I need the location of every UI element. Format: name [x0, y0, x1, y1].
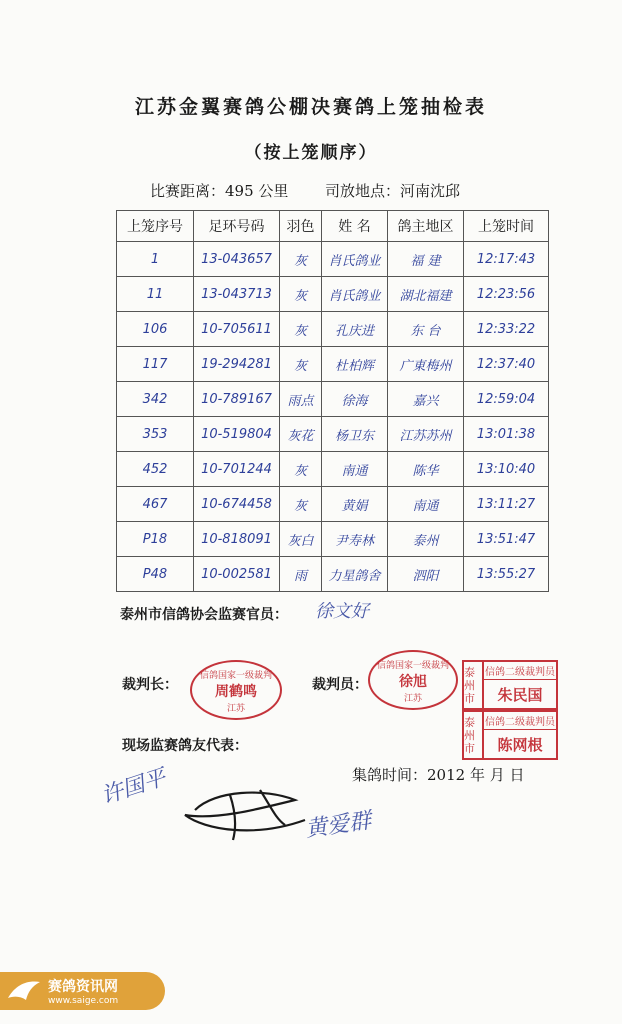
- cell-entry-no: 1: [117, 242, 194, 277]
- cell-color: 灰: [280, 487, 322, 522]
- cell-ring-no: 10-789167: [194, 382, 280, 417]
- cell-time: 13:55:27: [464, 557, 549, 592]
- judge-seal: 信鸽国家一级裁判 徐旭 江苏: [368, 650, 458, 710]
- table-row: [117, 382, 549, 417]
- watermark-logo: [0, 972, 165, 1010]
- judge-seal-rect-1: 泰州市 信鸽二级裁判员 朱民国: [462, 660, 558, 710]
- cell-region: 湖北福建: [388, 277, 464, 312]
- cell-ring-no: 13-043713: [194, 277, 280, 312]
- cell-name: 力星鸽舍: [322, 557, 388, 592]
- cell-entry-no: 467: [117, 487, 194, 522]
- representative-signature-2: 黄爱群: [303, 808, 373, 843]
- cell-color: 灰: [280, 452, 322, 487]
- judge-label: 裁判员：: [312, 677, 368, 693]
- cell-region: 广東梅州: [388, 347, 464, 382]
- column-header: 羽色: [280, 211, 322, 242]
- table-row: [117, 277, 549, 312]
- cell-color: 灰花: [280, 417, 322, 452]
- column-header: 足环号码: [194, 211, 280, 242]
- cell-ring-no: 10-674458: [194, 487, 280, 522]
- cell-region: 泰州: [388, 522, 464, 557]
- cell-name: 南通: [322, 452, 388, 487]
- release-location: 司放地点：河南沈邱: [325, 182, 461, 200]
- cell-time: 13:10:40: [464, 452, 549, 487]
- column-header: 鸽主地区: [388, 211, 464, 242]
- cell-name: 尹寿林: [322, 522, 388, 557]
- cell-name: 杨卫东: [322, 417, 388, 452]
- document-title: 江苏金翼赛鸽公棚决赛鸽上笼抽检表: [134, 96, 487, 118]
- cell-color: 灰白: [280, 522, 322, 557]
- representative-scribble-signature: [175, 770, 325, 845]
- table-row: [117, 312, 549, 347]
- cell-entry-no: 11: [117, 277, 194, 312]
- cell-color: 灰: [280, 242, 322, 277]
- cell-time: 12:37:40: [464, 347, 549, 382]
- table-header: [117, 211, 549, 242]
- cell-color: 灰: [280, 312, 322, 347]
- cell-color: 灰: [280, 277, 322, 312]
- cell-time: 12:59:04: [464, 382, 549, 417]
- cell-color: 雨点: [280, 382, 322, 417]
- table-row: [117, 347, 549, 382]
- chief-judge-label: 裁判长：: [122, 677, 178, 693]
- cell-ring-no: 19-294281: [194, 347, 280, 382]
- cell-time: 12:23:56: [464, 277, 549, 312]
- cell-color: 雨: [280, 557, 322, 592]
- cell-color: 灰: [280, 347, 322, 382]
- cell-entry-no: P18: [117, 522, 194, 557]
- cell-entry-no: 452: [117, 452, 194, 487]
- cell-time: 13:51:47: [464, 522, 549, 557]
- cell-ring-no: 10-002581: [194, 557, 280, 592]
- column-header: 上笼序号: [117, 211, 194, 242]
- representative-signature-1: 许国平: [98, 765, 169, 810]
- gather-time: 集鸽时间：2012 年 月 日: [352, 766, 525, 784]
- cell-name: 徐海: [322, 382, 388, 417]
- table-body: [117, 242, 549, 592]
- table-row: [117, 242, 549, 277]
- cell-time: 13:11:27: [464, 487, 549, 522]
- watermark-url: www.saige.com: [48, 996, 119, 1006]
- official-signature: 徐文好: [315, 601, 369, 622]
- cell-ring-no: 13-043657: [194, 242, 280, 277]
- cell-region: 泗阳: [388, 557, 464, 592]
- chief-judge-seal: 信鸽国家一级裁判 周鹤鸣 江苏: [190, 660, 282, 720]
- cell-region: 嘉兴: [388, 382, 464, 417]
- document-subtitle: （按上笼顺序）: [244, 143, 378, 163]
- cell-ring-no: 10-701244: [194, 452, 280, 487]
- cell-entry-no: 117: [117, 347, 194, 382]
- table-row: [117, 557, 549, 592]
- cell-name: 孔庆进: [322, 312, 388, 347]
- cell-name: 肖氏鸽业: [322, 277, 388, 312]
- cell-time: 12:33:22: [464, 312, 549, 347]
- official-label: 泰州市信鸽协会监赛官员：: [120, 607, 288, 623]
- table-row: [117, 522, 549, 557]
- cell-ring-no: 10-519804: [194, 417, 280, 452]
- cell-name: 黄娟: [322, 487, 388, 522]
- judge-seal-rect-2: 泰州市 信鸽二级裁判员 陈网根: [462, 710, 558, 760]
- cell-entry-no: 106: [117, 312, 194, 347]
- cell-region: 江苏苏州: [388, 417, 464, 452]
- entry-table: [116, 210, 549, 592]
- table-row: [117, 487, 549, 522]
- cell-region: 福 建: [388, 242, 464, 277]
- cell-name: 肖氏鸽业: [322, 242, 388, 277]
- representative-label: 现场监赛鸽友代表：: [122, 738, 248, 754]
- cell-time: 12:17:43: [464, 242, 549, 277]
- cell-region: 陈华: [388, 452, 464, 487]
- cell-entry-no: 342: [117, 382, 194, 417]
- cell-name: 杜柏辉: [322, 347, 388, 382]
- cell-ring-no: 10-705611: [194, 312, 280, 347]
- watermark-name: 赛鸽资讯网: [48, 979, 118, 995]
- pigeon-icon: [6, 976, 42, 1006]
- cell-time: 13:01:38: [464, 417, 549, 452]
- column-header: 上笼时间: [464, 211, 549, 242]
- table-row: [117, 452, 549, 487]
- cell-ring-no: 10-818091: [194, 522, 280, 557]
- cell-region: 东 台: [388, 312, 464, 347]
- table-row: [117, 417, 549, 452]
- cell-region: 南通: [388, 487, 464, 522]
- column-header: 姓 名: [322, 211, 388, 242]
- cell-entry-no: 353: [117, 417, 194, 452]
- cell-entry-no: P48: [117, 557, 194, 592]
- race-distance: 比赛距离：495 公里: [150, 182, 289, 200]
